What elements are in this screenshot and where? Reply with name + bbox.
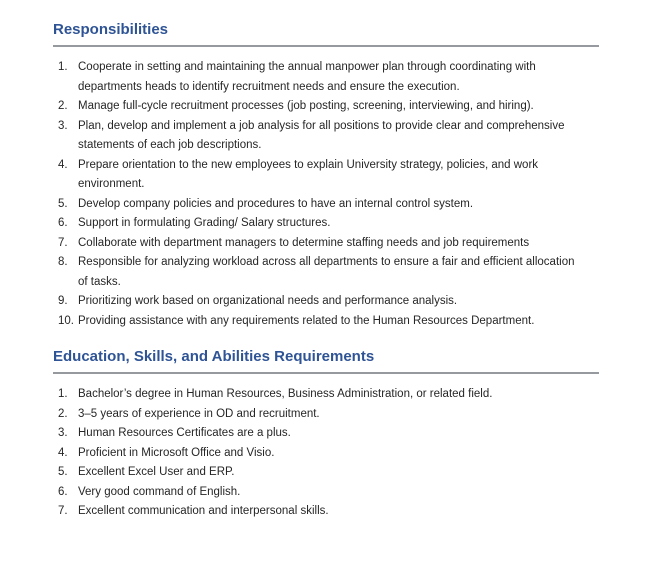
list-item-number: 2. (58, 100, 68, 112)
list-item-number: 8. (58, 256, 68, 268)
list-item-number: 7. (58, 505, 68, 517)
list-item-text: 3–5 years of experience in OD and recruitment. (78, 407, 320, 420)
list-item-number: 5. (58, 197, 68, 210)
list-item-text: Providing assistance with any requirements related to the Human Resources Department. (78, 314, 535, 327)
list-item-text: Cooperate in setting and maintaining the annual manpower plan through coordinating with departments heads to identify recruitment needs and ensure the execution. (78, 61, 536, 93)
list-item-text: Manage full-cycle recruitment processes (job posting, screening, interviewing, and hiring). (78, 100, 534, 112)
list-item-number: 9. (58, 295, 68, 307)
list-item (53, 385, 599, 405)
list-item (53, 424, 599, 444)
list-item (53, 97, 599, 117)
list-item (53, 444, 599, 464)
list-item (53, 214, 599, 234)
list-item-text: Support in formulating Grading/ Salary structures. (78, 217, 331, 229)
responsibilities-list (53, 58, 599, 331)
list-item-number: 7. (58, 236, 68, 249)
list-item (53, 117, 599, 156)
list-item (53, 234, 599, 254)
list-item-number: 3. (58, 427, 68, 439)
list-item-text: Prepare orientation to the new employees to explain University strategy, policies, and work environment. (78, 158, 539, 190)
list-item-number: 1. (58, 388, 68, 400)
section-responsibilities (53, 20, 599, 331)
list-item (53, 502, 599, 522)
list-item-number: 2. (58, 407, 68, 420)
list-item-text: Proficient in Microsoft Office and Visio. (78, 446, 275, 459)
list-item-text: Plan, develop and implement a job analysis for all positions to provide clear and comprehensive statements of each job descriptions. (78, 119, 565, 151)
list-item-number: 5. (58, 466, 68, 478)
list-item (53, 292, 599, 312)
list-item (53, 195, 599, 215)
list-item-text: Responsible for analyzing workload across all departments to ensure a fair and efficient allocation of tasks. (78, 256, 575, 288)
list-item-number: 10. (58, 314, 74, 327)
list-item-number: 1. (58, 61, 68, 73)
list-item-text: Excellent communication and interpersonal skills. (78, 505, 329, 517)
list-item-number: 3. (58, 119, 68, 132)
list-item-text: Very good command of English. (78, 485, 241, 498)
list-item (53, 156, 599, 195)
list-item (53, 58, 599, 97)
list-item (53, 253, 599, 292)
section-title-responsibilities: Responsibilities (53, 20, 599, 47)
list-item-number: 4. (58, 158, 68, 171)
list-item-number: 6. (58, 485, 68, 498)
requirements-list (53, 385, 599, 522)
list-item-text: Human Resources Certificates are a plus. (78, 427, 291, 439)
list-item (53, 463, 599, 483)
section-education-skills-requirements (53, 347, 599, 522)
list-item-text: Bachelor’s degree in Human Resources, Business Administration, or related field. (78, 388, 493, 400)
list-item-text: Develop company policies and procedures to have an internal control system. (78, 197, 474, 210)
section-title-education-skills: Education, Skills, and Abilities Requirements (53, 347, 599, 374)
list-item (53, 405, 599, 425)
list-item-text: Collaborate with department managers to determine staffing needs and job requirements (78, 236, 530, 249)
list-item-number: 6. (58, 217, 68, 229)
list-item-text: Prioritizing work based on organizational needs and performance analysis. (78, 295, 458, 307)
list-item-number: 4. (58, 446, 68, 459)
list-item (53, 312, 599, 332)
list-item (53, 483, 599, 503)
list-item-text: Excellent Excel User and ERP. (78, 466, 235, 478)
